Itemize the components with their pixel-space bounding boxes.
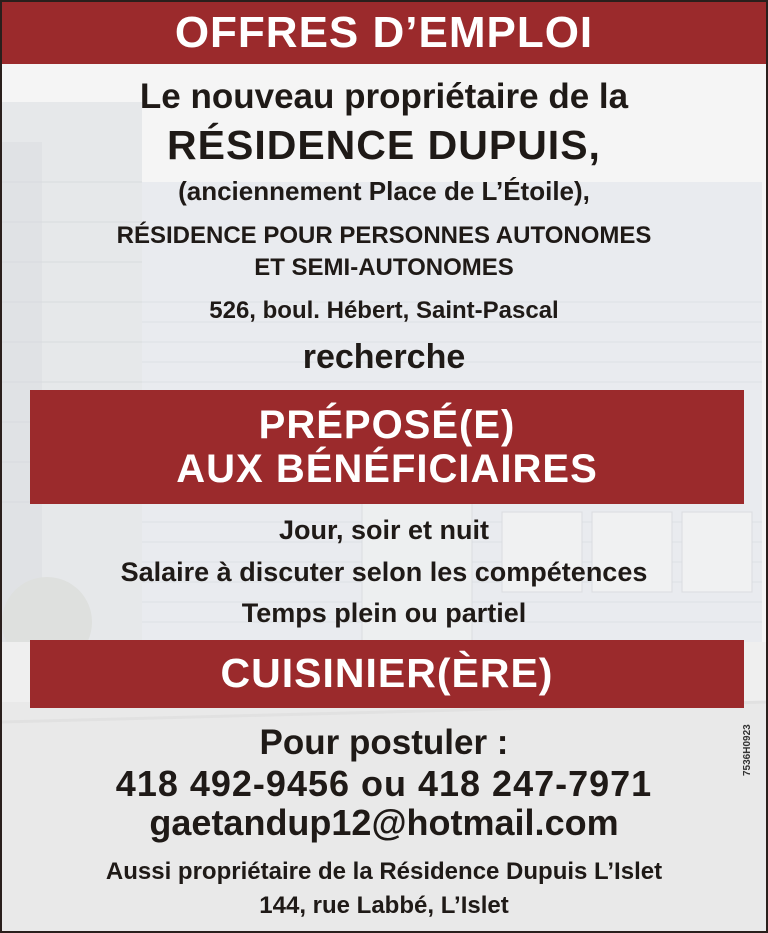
footer-line2: 144, rue Labbé, L’Islet: [259, 892, 509, 919]
ad-content: [2, 2, 766, 931]
job1-detail-salary: Salaire à discuter selon les compétences: [120, 557, 648, 587]
job1-title-line1: PRÉPOSÉ(E): [258, 403, 516, 447]
header-banner: [2, 2, 766, 64]
seeking-label: recherche: [302, 338, 466, 376]
job2-title: CUISINIER(ÈRE): [220, 650, 554, 697]
residence-type-line1: RÉSIDENCE POUR PERSONNES AUTONOMES: [116, 222, 652, 249]
footer-line1: Aussi propriétaire de la Résidence Dupuis L’Islet: [105, 858, 663, 885]
job1-detail-schedule: Temps plein ou partiel: [241, 598, 527, 628]
phone-numbers: 418 492-9456 ou 418 247-7971: [115, 763, 653, 804]
formerly-line: (anciennement Place de L’Étoile),: [178, 176, 590, 206]
job1-detail-hours: Jour, soir et nuit: [278, 515, 490, 545]
ad-reference-code: 7536H0923: [742, 724, 753, 776]
job2-banner: [30, 640, 744, 708]
residence-type-line2: ET SEMI-AUTONOMES: [254, 254, 514, 281]
email-address: gaetandup12@hotmail.com: [149, 802, 619, 843]
intro-line: Le nouveau propriétaire de la: [139, 77, 629, 116]
job1-title-line2: AUX BÉNÉFICIAIRES: [176, 447, 598, 491]
residence-name: RÉSIDENCE DUPUIS,: [167, 122, 601, 168]
address: 526, boul. Hébert, Saint-Pascal: [209, 297, 559, 324]
apply-label: Pour postuler :: [259, 723, 509, 762]
job1-banner: [30, 390, 744, 504]
ad-title: OFFRES D’EMPLOI: [174, 8, 594, 57]
